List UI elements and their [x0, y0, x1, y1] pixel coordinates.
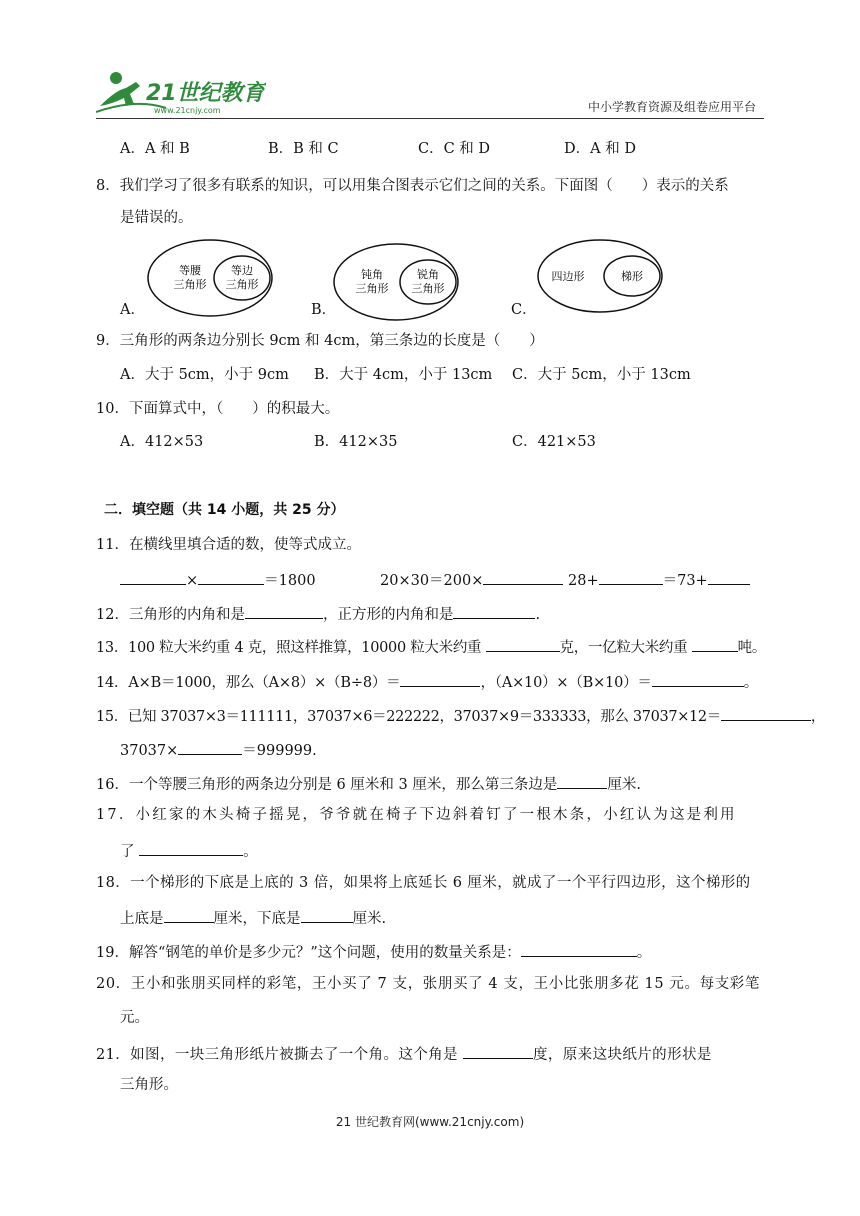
- q7-option-d: D．A 和 D: [564, 141, 636, 157]
- header-divider: [96, 118, 764, 119]
- venn-c-outer: 四边形: [551, 270, 585, 283]
- venn-b-outer-line2: 三角形: [355, 282, 389, 295]
- answer-blank[interactable]: [708, 568, 750, 585]
- q8-diagram-c-label: C．: [511, 302, 537, 318]
- venn-b-outer-line1: 钝角: [361, 268, 383, 281]
- q12: 12．三角形的内角和是 ，正方形的内角和是 .: [96, 602, 540, 625]
- q19: 19．解答“钢笔的单价是多少元？”这个问题，使用的数量关系是： 。: [96, 940, 651, 963]
- answer-blank[interactable]: [164, 906, 214, 923]
- q8-diagram-a-label: A．: [120, 302, 145, 318]
- venn-a-outer-line2: 三角形: [173, 278, 207, 291]
- q8-line1: 8．我们学习了很多有联系的知识，可以用集合图表示它们之间的关系。下面图（ ）表示的关系: [96, 178, 729, 194]
- q9-option-b: B．大于 4cm，小于 13cm: [314, 367, 493, 383]
- q9-option-c: C．大于 5cm，小于 13cm: [512, 367, 691, 383]
- venn-a-inner-line2: 三角形: [225, 278, 259, 291]
- q8-venn-diagram-a: [146, 236, 280, 318]
- q9-text: 9．三角形的两条边分别长 9cm 和 4cm，第三条边的长度是（ ）: [96, 333, 544, 349]
- q10-text: 10．下面算式中，（ ）的积最大。: [96, 401, 340, 417]
- answer-blank[interactable]: [198, 568, 264, 585]
- q8-line2: 是错误的。: [120, 210, 193, 226]
- q7-option-a: A．A 和 B: [120, 141, 190, 157]
- answer-blank[interactable]: [120, 568, 186, 585]
- venn-c-inner: 梯形: [621, 270, 643, 283]
- answer-blank[interactable]: [599, 568, 663, 585]
- q8-venn-diagram-b: [332, 240, 466, 322]
- q16: 16．一个等腰三角形的两条边分别是 6 厘米和 3 厘米，那么第三条边是 厘米.: [96, 772, 641, 795]
- q7-option-b: B．B 和 C: [268, 141, 339, 157]
- q20-line1: 20．王小和张朋买同样的彩笔，王小买了 7 支，张朋买了 4 支，王小比张朋多花 15 元。每支彩笔: [96, 976, 761, 992]
- q14: 14．A×B＝1000，那么（A×8）×（B÷8）＝ ，（A×10）×（B×10）＝ 。: [96, 670, 758, 693]
- q18-line2: 上底是 厘米，下底是 厘米.: [120, 906, 386, 929]
- q18-line1: 18．一个梯形的下底是上底的 3 倍，如果将上底延长 6 厘米，就成了一个平行四边形，这个梯形的: [96, 875, 751, 891]
- answer-blank[interactable]: [652, 670, 744, 687]
- answer-blank[interactable]: [486, 635, 560, 652]
- q17-line1: 17．小红家的木头椅子摇晃，爷爷就在椅子下边斜着钉了一根木条，小红认为这是利用: [96, 807, 737, 823]
- q21-line2: 三角形。: [120, 1077, 178, 1093]
- venn-b-inner-line1: 锐角: [417, 268, 439, 281]
- q11-equation-2: 20×30＝200×: [380, 568, 563, 591]
- q15-line2: 37037× ＝999999.: [120, 738, 317, 761]
- answer-blank[interactable]: [178, 738, 242, 755]
- q10-option-c: C．421×53: [512, 434, 596, 450]
- q13: 13．100 粒大米约重 4 克，照这样推算，10000 粒大米约重 克，一亿粒大米约重 吨。: [96, 635, 766, 658]
- q11-equation-1: × ＝1800: [120, 568, 316, 591]
- page-footer: 21 世纪教育网(www.21cnjy.com): [335, 1115, 525, 1129]
- q15-line1: 15．已知 37037×3＝111111，37037×6＝222222，37037×9＝333333，那么 37037×12＝ ，: [96, 704, 825, 727]
- platform-name: 中小学教育资源及组卷应用平台: [587, 100, 756, 114]
- venn-a-inner-line1: 等边: [231, 264, 253, 277]
- answer-blank[interactable]: [139, 839, 243, 856]
- section-title-fill-in: 二．填空题（共 14 小题，共 25 分）: [104, 502, 345, 518]
- answer-blank[interactable]: [400, 670, 480, 687]
- answer-blank[interactable]: [721, 704, 811, 721]
- answer-blank[interactable]: [463, 1042, 533, 1059]
- answer-blank[interactable]: [453, 602, 535, 619]
- q11-text: 11．在横线里填合适的数，使等式成立。: [96, 537, 361, 553]
- q10-option-b: B．412×35: [314, 434, 398, 450]
- q11-equation-3: 28+ ＝73+: [568, 568, 750, 591]
- q8-venn-diagram-c: [534, 236, 668, 318]
- answer-blank[interactable]: [483, 568, 563, 585]
- q10-option-a: A．412×53: [120, 434, 204, 450]
- answer-blank[interactable]: [301, 906, 353, 923]
- venn-b-inner-line2: 三角形: [411, 282, 445, 295]
- q21-line1: 21．如图，一块三角形纸片被撕去了一个角。这个角是 度，原来这块纸片的形状是: [96, 1042, 712, 1065]
- q20-line2: 元。: [120, 1010, 149, 1026]
- answer-blank[interactable]: [557, 772, 607, 789]
- runner-logo-icon: [96, 68, 266, 116]
- answer-blank[interactable]: [692, 635, 738, 652]
- answer-blank[interactable]: [245, 602, 323, 619]
- q17-line2: 了 。: [120, 839, 258, 862]
- site-logo: [96, 68, 266, 116]
- q8-diagram-b-label: B．: [311, 302, 337, 318]
- venn-a-outer-line1: 等腰: [179, 264, 201, 277]
- logo-text: 21世纪教育: [146, 81, 265, 106]
- logo-url: www.21cnjy.com: [154, 106, 221, 115]
- q7-option-c: C．C 和 D: [418, 141, 491, 157]
- q9-option-a: A．大于 5cm，小于 9cm: [120, 367, 289, 383]
- answer-blank[interactable]: [521, 940, 637, 957]
